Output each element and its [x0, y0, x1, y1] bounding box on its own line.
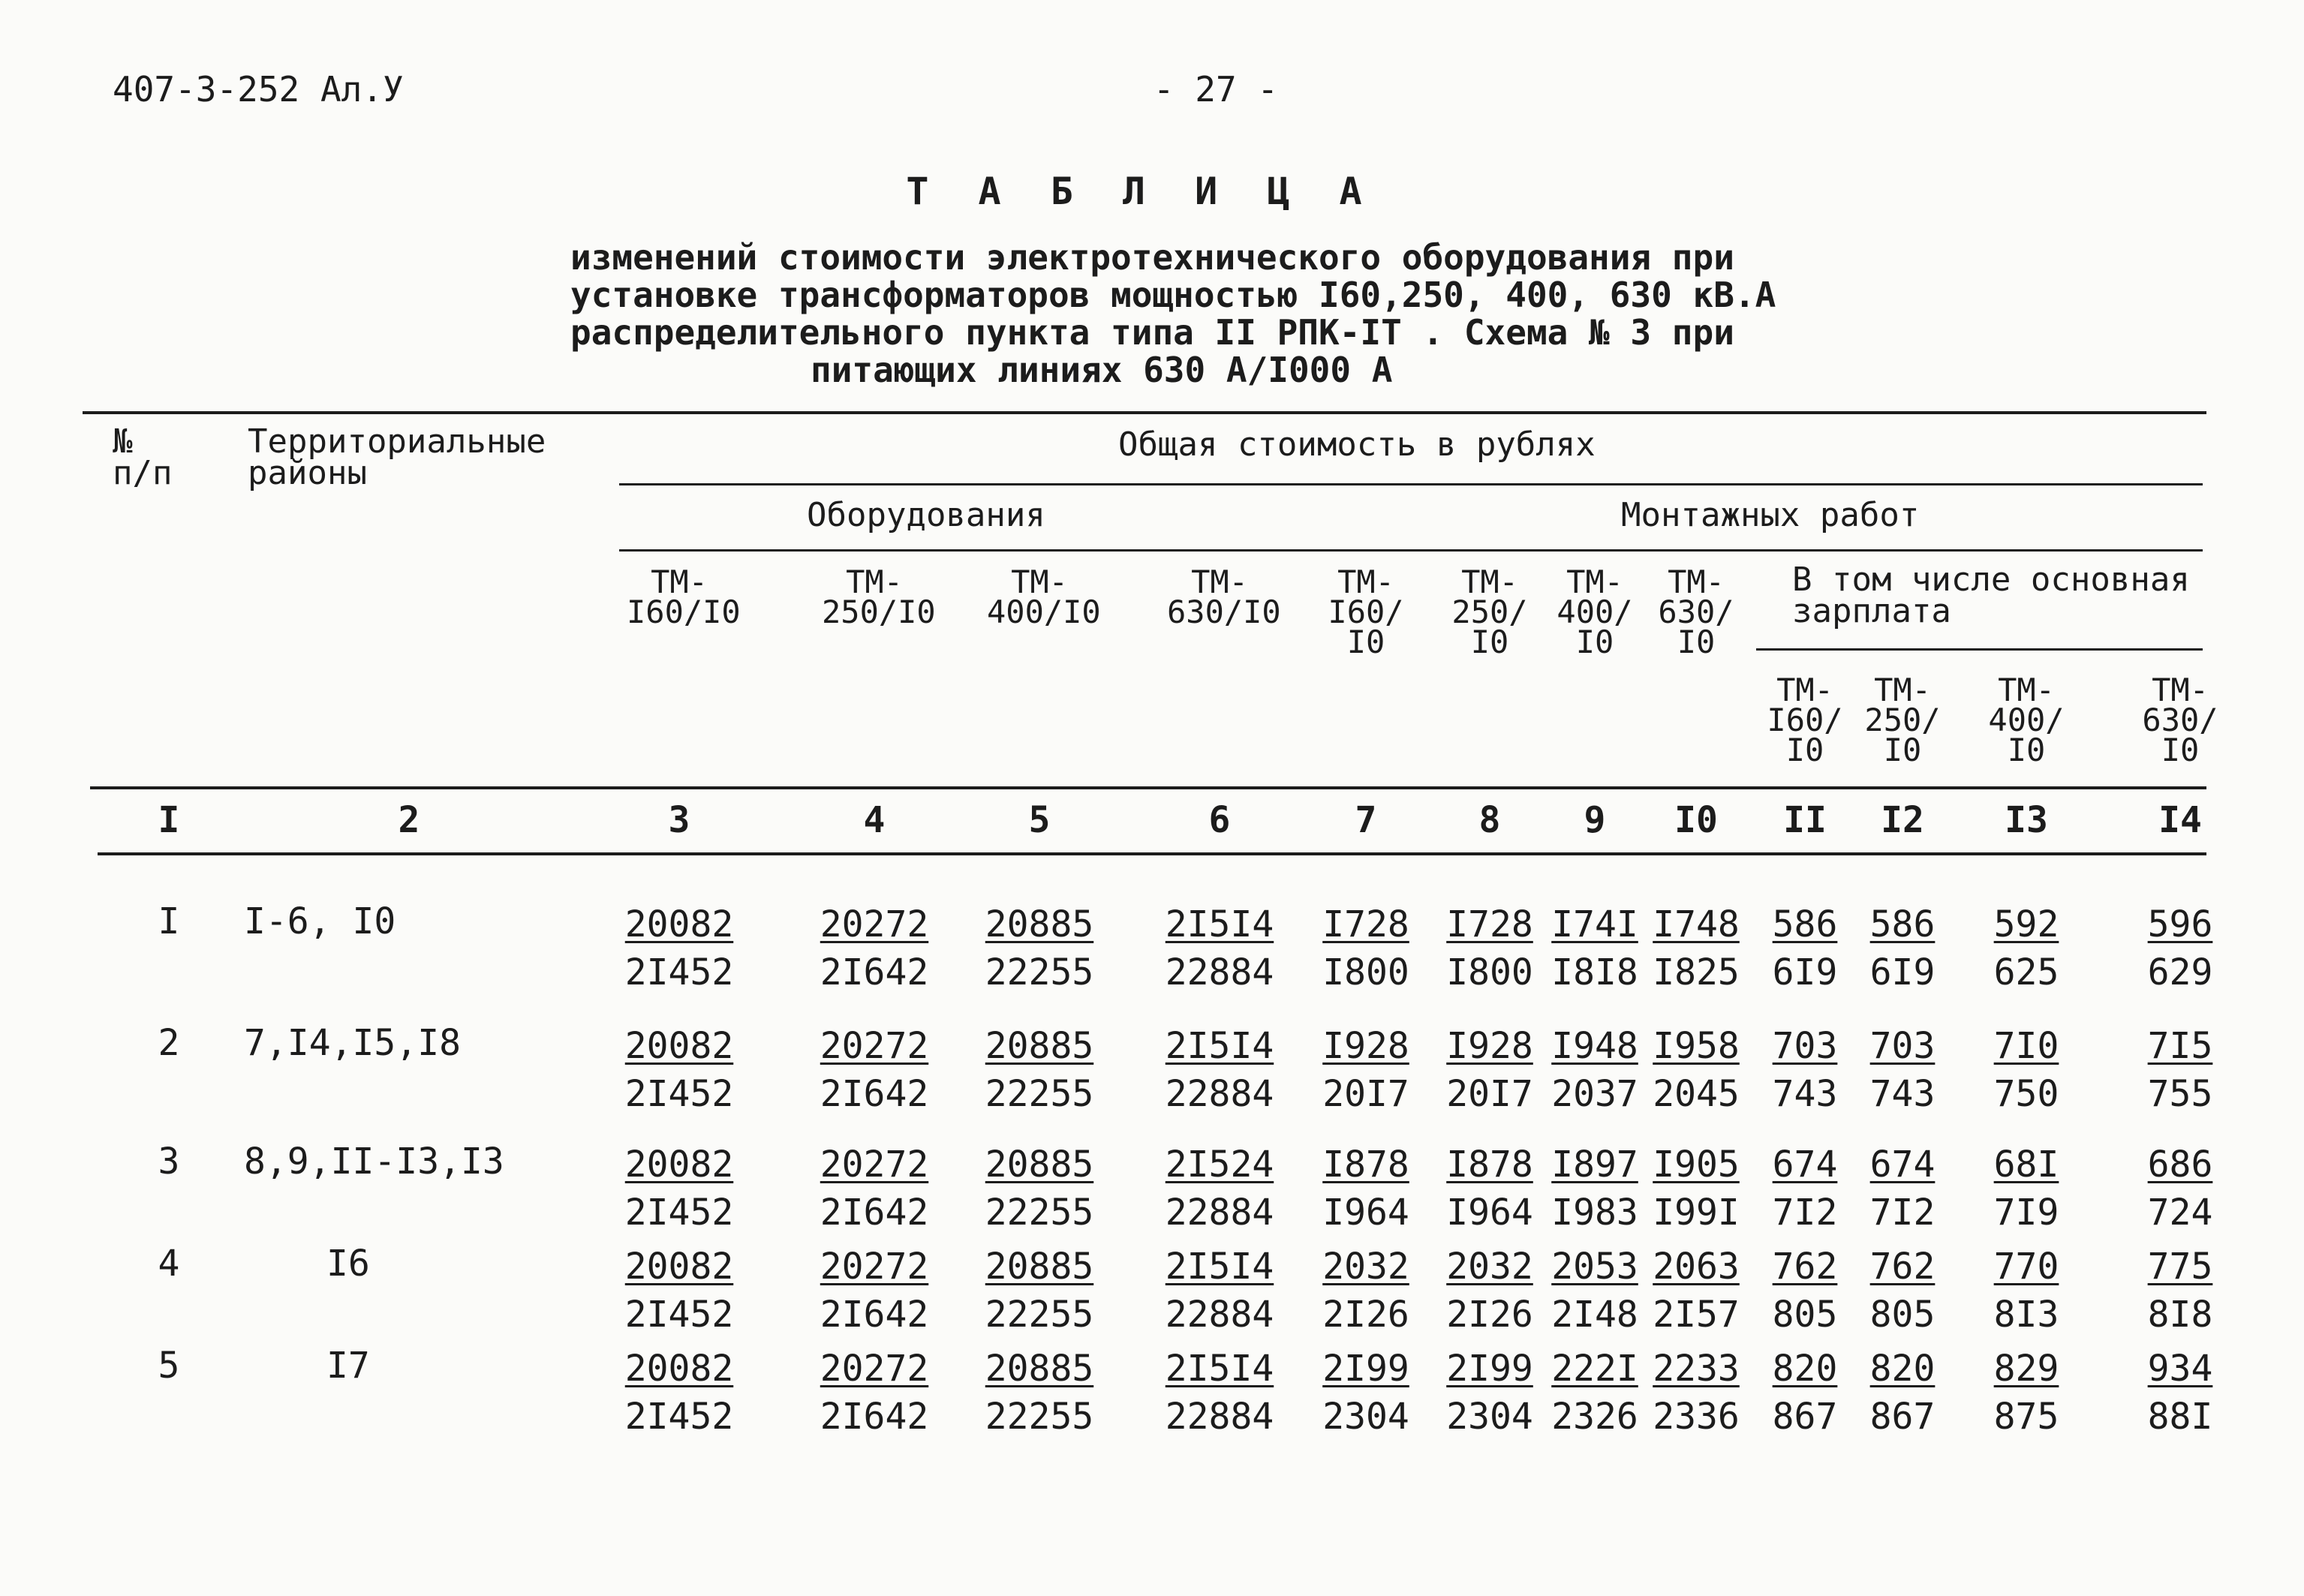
subheader-line: 630/	[2142, 702, 2218, 738]
subheader-col-7	[1313, 564, 1418, 660]
value-cell	[972, 1022, 1107, 1118]
value-top: 820	[1869, 1348, 1936, 1390]
value-top: 2063	[1653, 1246, 1740, 1288]
value-cell	[1835, 1345, 1970, 1441]
value-bottom: 22255	[985, 1192, 1094, 1234]
group-install-header: Монтажных работ	[1621, 496, 1920, 534]
value-bottom: 7I9	[1993, 1192, 2059, 1234]
value-bottom: 20I7	[1446, 1073, 1533, 1115]
group-total-rule	[619, 483, 2203, 485]
value-bottom: 2I452	[624, 1396, 734, 1438]
value-top: 703	[1869, 1025, 1936, 1067]
subheader-col-14	[2128, 672, 2233, 768]
value-bottom: 88I	[2147, 1396, 2213, 1438]
value-bottom: 22255	[985, 1396, 1094, 1438]
column-number: II	[1783, 799, 1827, 841]
value-bottom: 2I642	[820, 1294, 929, 1336]
value-bottom: 2I26	[1322, 1294, 1409, 1336]
value-bottom: 2I26	[1446, 1294, 1533, 1336]
column-number: I4	[2158, 799, 2202, 841]
subheader-line: I60/	[1328, 594, 1404, 630]
value-top: I728	[1446, 903, 1533, 945]
value-top: I948	[1551, 1025, 1638, 1067]
value-cell	[1835, 1022, 1970, 1118]
subheader-line: I0	[1470, 624, 1509, 660]
value-bottom: 2I642	[820, 1192, 929, 1234]
value-top: 762	[1869, 1246, 1936, 1288]
group-total-header: Общая стоимость в рублях	[1118, 425, 1596, 464]
group-equipment-header: Оборудования	[807, 496, 1045, 534]
value-top: 20272	[820, 1025, 929, 1067]
value-bottom: 20I7	[1322, 1073, 1409, 1115]
value-bottom: 22884	[1165, 1294, 1274, 1336]
value-cell	[1959, 1141, 2094, 1237]
value-top: I897	[1551, 1144, 1638, 1186]
value-cell	[807, 1141, 942, 1237]
value-bottom: 2I642	[820, 1073, 929, 1115]
subheader-line: 630/I0	[1167, 594, 1281, 630]
subheader-col-8	[1437, 564, 1542, 660]
value-bottom: 867	[1772, 1396, 1838, 1438]
caption-line: питающих линиях 630 А/I000 А	[811, 350, 1393, 390]
subheader-col-10	[1644, 564, 1749, 660]
district-cell: 8,9,II-I3,I3	[244, 1141, 504, 1183]
value-top: I958	[1653, 1025, 1740, 1067]
value-cell	[1298, 1141, 1433, 1237]
value-top: 592	[1993, 903, 2059, 945]
value-top: 2053	[1551, 1246, 1638, 1288]
subheader-line: I0	[1883, 732, 1922, 768]
value-bottom: 6I9	[1869, 951, 1936, 993]
caption-line: установке трансформаторов мощностью I60,250, 400, 630 кВ.А	[570, 275, 1776, 315]
value-bottom: 2037	[1551, 1073, 1638, 1115]
value-top: 2I99	[1446, 1348, 1533, 1390]
value-top: 820	[1772, 1348, 1838, 1390]
value-bottom: 805	[1772, 1294, 1838, 1336]
value-top: 2032	[1322, 1246, 1409, 1288]
subheader-line: I0	[1677, 624, 1716, 660]
subheader-col-3	[627, 564, 741, 630]
value-top: 68I	[1993, 1144, 2059, 1186]
row-number: I	[158, 900, 180, 942]
value-top: 586	[1772, 903, 1838, 945]
subheader-line: ТМ-	[1011, 564, 1068, 600]
value-bottom: 22884	[1165, 1396, 1274, 1438]
subheader-line: ТМ-	[651, 564, 708, 600]
value-cell	[972, 1243, 1107, 1339]
value-top: 20082	[624, 903, 734, 945]
subheader-line: 250/I0	[822, 594, 936, 630]
value-top: 2233	[1653, 1348, 1740, 1390]
subheader-line: 400/	[1988, 702, 2065, 738]
value-top: 20885	[985, 1348, 1094, 1390]
subheader-line: ТМ-	[1337, 564, 1394, 600]
value-cell	[1835, 1243, 1970, 1339]
value-cell	[1959, 900, 2094, 996]
value-bottom: 22884	[1165, 1073, 1274, 1115]
value-top: 20272	[820, 1246, 929, 1288]
value-bottom: I825	[1653, 951, 1740, 993]
value-bottom: 22884	[1165, 951, 1274, 993]
value-cell	[2113, 1022, 2248, 1118]
col-district-header: Территориальные районы	[248, 422, 546, 492]
subheader-line: ТМ-	[1776, 672, 1833, 708]
value-top: 2I5I4	[1165, 1348, 1274, 1390]
value-cell	[1152, 1345, 1287, 1441]
subheader-col-11	[1752, 672, 1857, 768]
subheader-line: ТМ-	[2152, 672, 2209, 708]
group-sub-rule	[619, 549, 2203, 552]
value-bottom: 2I57	[1653, 1294, 1740, 1336]
value-cell	[1152, 1022, 1287, 1118]
value-bottom: 2I642	[820, 1396, 929, 1438]
value-top: 20082	[624, 1025, 734, 1067]
value-cell	[612, 1141, 747, 1237]
value-top: 2032	[1446, 1246, 1533, 1288]
value-bottom: 7I2	[1772, 1192, 1838, 1234]
value-top: 775	[2147, 1246, 2213, 1288]
value-top: 20885	[985, 1025, 1094, 1067]
value-top: 20885	[985, 1144, 1094, 1186]
value-top: 222I	[1551, 1348, 1638, 1390]
header-bottom-rule	[90, 786, 2206, 789]
value-bottom: I800	[1446, 951, 1533, 993]
value-top: 20082	[624, 1144, 734, 1186]
value-cell	[2113, 900, 2248, 996]
value-bottom: 755	[2147, 1073, 2213, 1115]
subheader-line: I0	[2007, 732, 2046, 768]
value-top: I728	[1322, 903, 1409, 945]
value-cell	[1959, 1345, 2094, 1441]
value-top: 703	[1772, 1025, 1838, 1067]
subheader-line: ТМ-	[1998, 672, 2055, 708]
subheader-line: ТМ-	[846, 564, 903, 600]
subheader-col-9	[1542, 564, 1647, 660]
row-number: 5	[158, 1345, 180, 1387]
district-cell: I6	[326, 1243, 370, 1285]
subheader-col-4	[822, 564, 936, 630]
value-cell	[1959, 1243, 2094, 1339]
district-cell: I-6, I0	[244, 900, 396, 942]
value-bottom: 7I2	[1869, 1192, 1936, 1234]
value-cell	[612, 1022, 747, 1118]
value-bottom: 743	[1772, 1073, 1838, 1115]
column-number: 5	[1028, 799, 1051, 841]
value-cell	[972, 900, 1107, 996]
value-cell	[807, 1345, 942, 1441]
value-top: 596	[2147, 903, 2213, 945]
subheader-line: ТМ-	[1566, 564, 1623, 600]
value-bottom: 2I642	[820, 951, 929, 993]
value-bottom: I964	[1446, 1192, 1533, 1234]
value-bottom: 2I452	[624, 1192, 734, 1234]
table-top-rule	[83, 411, 2206, 414]
value-bottom: 625	[1993, 951, 2059, 993]
subheader-col-5	[987, 564, 1101, 630]
value-bottom: 2304	[1446, 1396, 1533, 1438]
value-bottom: 629	[2147, 951, 2213, 993]
value-bottom: 2I452	[624, 1294, 734, 1336]
value-top: I748	[1653, 903, 1740, 945]
value-bottom: 22884	[1165, 1192, 1274, 1234]
subheader-line: 250/	[1864, 702, 1941, 738]
group-salary-rule	[1756, 648, 2203, 651]
column-number: 9	[1584, 799, 1606, 841]
row-number: 4	[158, 1243, 180, 1285]
value-bottom: I800	[1322, 951, 1409, 993]
subheader-line: I60/	[1767, 702, 1843, 738]
value-cell	[2113, 1141, 2248, 1237]
value-top: I878	[1446, 1144, 1533, 1186]
subheader-col-12	[1850, 672, 1955, 768]
column-number: 6	[1208, 799, 1231, 841]
value-cell	[2113, 1243, 2248, 1339]
col-numbers-rule	[98, 852, 2206, 855]
district-cell: 7,I4,I5,I8	[244, 1022, 461, 1064]
value-bottom: 2045	[1653, 1073, 1740, 1115]
value-top: 7I5	[2147, 1025, 2213, 1067]
page-number: - 27 -	[1153, 69, 1279, 110]
table-caption	[570, 239, 1846, 389]
value-top: 7I0	[1993, 1025, 2059, 1067]
caption-line: изменений стоимости электротехнического оборудования при	[570, 237, 1734, 278]
subheader-line: ТМ-	[1461, 564, 1518, 600]
subheader-line: 400/	[1557, 594, 1633, 630]
value-top: 20272	[820, 1144, 929, 1186]
value-top: 20272	[820, 903, 929, 945]
subheader-line: ТМ-	[1668, 564, 1725, 600]
value-cell	[807, 1243, 942, 1339]
value-top: 829	[1993, 1348, 2059, 1390]
value-cell	[1298, 1243, 1433, 1339]
value-top: 934	[2147, 1348, 2213, 1390]
subheader-line: 250/	[1451, 594, 1528, 630]
row-number: 2	[158, 1022, 180, 1064]
value-cell	[612, 1243, 747, 1339]
value-cell	[1298, 900, 1433, 996]
value-bottom: 22255	[985, 951, 1094, 993]
value-top: 20082	[624, 1348, 734, 1390]
row-number: 3	[158, 1141, 180, 1183]
value-cell	[612, 900, 747, 996]
column-number: I3	[2005, 799, 2048, 841]
value-top: 2I5I4	[1165, 1246, 1274, 1288]
column-number: I	[158, 799, 180, 841]
value-bottom: 743	[1869, 1073, 1936, 1115]
value-top: 2I99	[1322, 1348, 1409, 1390]
column-number: 7	[1355, 799, 1377, 841]
value-top: 20082	[624, 1246, 734, 1288]
value-top: 20272	[820, 1348, 929, 1390]
district-cell: I7	[326, 1345, 370, 1387]
subheader-line: ТМ-	[1191, 564, 1248, 600]
value-cell	[1152, 1141, 1287, 1237]
value-cell	[1298, 1345, 1433, 1441]
subheader-line: I0	[1346, 624, 1385, 660]
value-bottom: 22255	[985, 1294, 1094, 1336]
value-top: 2I5I4	[1165, 1025, 1274, 1067]
subheader-line: I0	[1575, 624, 1614, 660]
value-cell	[2113, 1345, 2248, 1441]
value-top: I928	[1322, 1025, 1409, 1067]
value-top: 686	[2147, 1144, 2213, 1186]
table-title: Т А Б Л И Ц А	[906, 170, 1376, 213]
value-cell	[807, 900, 942, 996]
subheader-line: I60/I0	[627, 594, 741, 630]
column-number: 2	[398, 799, 420, 841]
group-salary-header: В том числе основная зарплата	[1792, 561, 2190, 630]
value-top: I74I	[1551, 903, 1638, 945]
value-cell	[1835, 900, 1970, 996]
value-cell	[612, 1345, 747, 1441]
value-top: 762	[1772, 1246, 1838, 1288]
value-bottom: 2304	[1322, 1396, 1409, 1438]
value-cell	[1835, 1141, 1970, 1237]
column-number: 3	[668, 799, 690, 841]
subheader-line: I0	[1785, 732, 1824, 768]
value-bottom: 8I3	[1993, 1294, 2059, 1336]
value-bottom: 2I452	[624, 1073, 734, 1115]
value-bottom: I983	[1551, 1192, 1638, 1234]
subheader-line: 630/	[1658, 594, 1734, 630]
subheader-line: I0	[2161, 732, 2200, 768]
column-number: 8	[1478, 799, 1501, 841]
value-top: 586	[1869, 903, 1936, 945]
doc-code: 407-3-252 Ал.У	[113, 69, 404, 110]
value-top: I905	[1653, 1144, 1740, 1186]
subheader-col-13	[1974, 672, 2079, 768]
value-top: 20885	[985, 903, 1094, 945]
value-cell	[972, 1345, 1107, 1441]
value-cell	[1298, 1022, 1433, 1118]
value-bottom: 724	[2147, 1192, 2213, 1234]
value-bottom: 8I8	[2147, 1294, 2213, 1336]
column-number: 4	[863, 799, 886, 841]
value-bottom: 6I9	[1772, 951, 1838, 993]
value-top: 770	[1993, 1246, 2059, 1288]
value-bottom: 2I48	[1551, 1294, 1638, 1336]
value-cell	[1959, 1022, 2094, 1118]
value-top: 674	[1869, 1144, 1936, 1186]
value-top: 20885	[985, 1246, 1094, 1288]
value-bottom: I964	[1322, 1192, 1409, 1234]
value-bottom: 2I452	[624, 951, 734, 993]
subheader-line: ТМ-	[1874, 672, 1931, 708]
value-top: 2I524	[1165, 1144, 1274, 1186]
value-cell	[972, 1141, 1107, 1237]
value-bottom: 22255	[985, 1073, 1094, 1115]
subheader-line: 400/I0	[987, 594, 1101, 630]
col-number-header: № п/п	[113, 422, 173, 492]
value-bottom: 805	[1869, 1294, 1936, 1336]
value-bottom: 875	[1993, 1396, 2059, 1438]
value-cell	[1152, 900, 1287, 996]
caption-line: распределительного пункта типа II РПК-IT . Схема № 3 при	[570, 312, 1734, 353]
value-bottom: 2336	[1653, 1396, 1740, 1438]
value-top: 2I5I4	[1165, 903, 1274, 945]
value-top: I928	[1446, 1025, 1533, 1067]
column-number: I2	[1881, 799, 1924, 841]
value-cell	[807, 1022, 942, 1118]
value-bottom: I8I8	[1551, 951, 1638, 993]
value-top: 674	[1772, 1144, 1838, 1186]
value-bottom: 867	[1869, 1396, 1936, 1438]
column-number: I0	[1674, 799, 1718, 841]
value-bottom: 2326	[1551, 1396, 1638, 1438]
subheader-col-6	[1167, 564, 1281, 630]
value-top: I878	[1322, 1144, 1409, 1186]
value-cell	[1152, 1243, 1287, 1339]
value-bottom: I99I	[1653, 1192, 1740, 1234]
value-bottom: 750	[1993, 1073, 2059, 1115]
